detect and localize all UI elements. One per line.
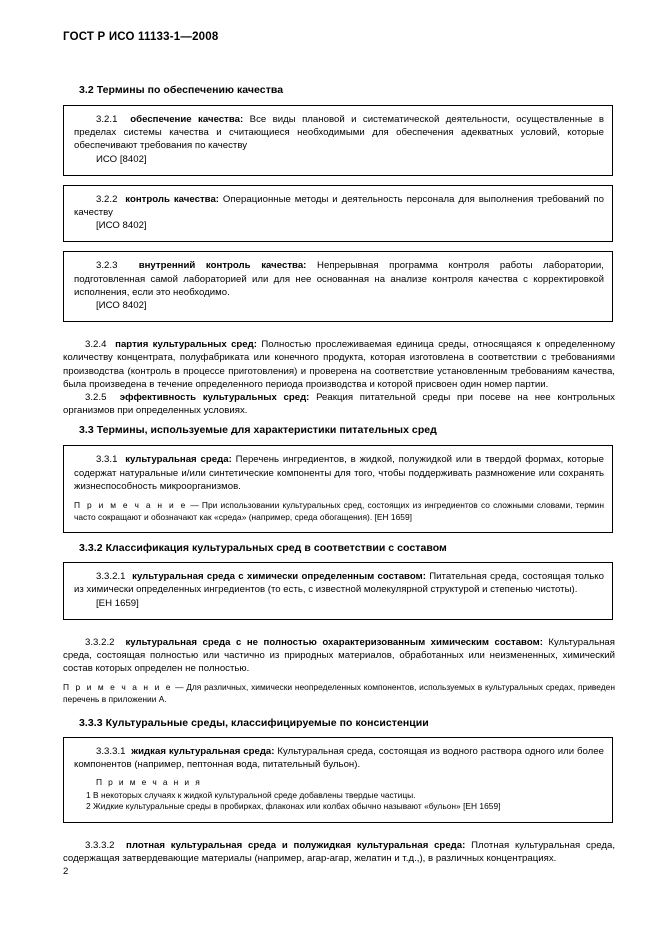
definition-3-3-3-1 <box>74 745 604 771</box>
definition-3-2-5 <box>63 391 615 417</box>
term-3-3-1: культуральная среда: <box>125 454 232 466</box>
definition-3-2-2 <box>74 193 604 219</box>
body-3-3-1: Перечень ингредиентов, в жидкой, полужидкой или в твердой формах, которые содержат натуральные и/или синтетические компоненты для того, чтобы поддерживать размножение или сохранять жизнеспособность микроорганизмов. <box>74 454 604 492</box>
clause-number-3-3-2-1: 3.3.2.1 <box>96 571 126 583</box>
definition-3-2-4 <box>63 338 615 391</box>
page-content <box>63 84 615 865</box>
note-item-2: 2 Жидкие культуральные среды в пробирках, флаконах или колбах обычно называют «бульон» [ЕН 1659] <box>86 801 501 812</box>
body-3-3-2-1: Питательная среда, состоящая только из химически определенных ингредиентов (то есть, с известной молекулярной структурой и степенью чистоты). <box>74 571 604 596</box>
clause-number-3-3-3-2: 3.3.3.2 <box>85 839 115 851</box>
spacer <box>63 417 615 424</box>
term-3-2-5: эффективность культуральных сред: <box>119 392 310 404</box>
body-3-2-2: Операционные методы и деятельность персонала для выполнения требований по качеству <box>74 193 604 219</box>
heading-3-3: 3.3 Термины, используемые для характеристики питательных сред <box>79 424 437 437</box>
spacer <box>63 832 615 839</box>
clause-number-3-2-4: 3.2.4 <box>85 339 107 351</box>
term-3-3-3-2: плотная культуральная среда и полужидкая культуральная среда: <box>126 839 466 851</box>
reference-3-2-3: [ИСО 8402] <box>96 300 147 312</box>
body-3-3-2-2: Культуральная среда, состоящая полностью или частично из природных материалов, обработанных или неизмененных, химический состав которых определен не полностью. <box>63 636 615 675</box>
term-3-3-3-1: жидкая культуральная среда: <box>131 745 275 757</box>
definition-3-2-3 <box>74 259 604 299</box>
page-header: ГОСТ Р ИСО 11133-1—2008 <box>63 31 219 43</box>
body-3-3-3-2: Плотная культуральная среда, содержащая затвердевающие материалы (например, агар-агар, желатин и т.д.,), в различных концентрациях. <box>63 839 616 865</box>
clause-number-3-2-5: 3.2.5 <box>85 392 107 404</box>
note-text: — Для различных, химически неопределенных компонентов, используемых в культуральных средах, приведен перечень в приложении А. <box>63 682 616 705</box>
term-3-2-1: обеспечение качества: <box>130 114 244 125</box>
note-text: — При использовании культуральных сред, состоящих из ингредиентов со сложными словами, термин часто сокращают и обозначают как «среда» (например, среда обогащения). [ЕН 1659] <box>74 500 604 522</box>
term-3-2-4: партия культуральных сред: <box>115 339 257 351</box>
spacer <box>63 706 615 717</box>
clause-number-3-2-1: 3.2.1 <box>96 114 118 125</box>
note-label: П р и м е ч а н и е <box>74 500 188 511</box>
reference-3-2-1: ИСО [8402] <box>96 153 147 165</box>
note-label: П р и м е ч а н и е <box>63 682 173 693</box>
term-3-3-2-2: культуральная среда с не полностью охарактеризованным химическим составом: <box>125 636 543 648</box>
body-3-2-4: Полностью прослеживаемая единица среды, относящаяся к определенному количеству концентрата, полуфабриката или конечного продукта, которая изготовлена в соответствии с требованиями производства (контроль в процессе приготовления) и проверена на соответствие установленным требованиям качества, была произведена в течение определенного периода производства и которой присвоен один номер партии. <box>63 339 616 390</box>
definition-box-3-3-2-1 <box>63 562 613 620</box>
clause-number-3-2-3: 3.2.3 <box>96 260 118 272</box>
definition-box-3-2-3 <box>63 251 613 322</box>
spacer <box>63 331 615 338</box>
heading-3-2: 3.2 Термины по обеспечению качества <box>79 84 284 96</box>
definition-box-3-2-2 <box>63 185 613 243</box>
heading-3-3-2: 3.3.2 Классификация культуральных сред в соответствии с составом <box>79 542 447 555</box>
definition-box-3-3-3-1 <box>63 737 613 823</box>
definition-3-3-1 <box>74 453 604 493</box>
notes-label-3-3-3-1: П р и м е ч а н и я <box>96 777 202 788</box>
term-3-2-2: контроль качества: <box>125 193 220 205</box>
definition-3-3-3-2 <box>63 839 615 865</box>
body-3-2-5: Реакция питательной среды при посеве на нее контрольных организмов при определенных условиях. <box>63 392 615 417</box>
definition-box-3-3-1 <box>63 445 613 533</box>
clause-number-3-2-2: 3.2.2 <box>96 193 118 205</box>
note-3-3-2-2 <box>63 682 615 705</box>
body-3-2-1: Все виды плановой и систематической деятельности, осуществленные в пределах системы качества и считающиеся необходимыми для обеспечения адекватных условий, которые обеспечивают требования по качеству <box>74 114 604 152</box>
clause-number-3-3-2-2: 3.3.2.2 <box>85 636 115 648</box>
definition-3-3-2-1 <box>74 570 604 596</box>
page-number: 2 <box>63 866 69 877</box>
body-3-3-3-1: Культуральная среда, состоящая из водного раствора одного или более компонентов (например, пептонная вода, питательный бульон). <box>74 745 604 770</box>
clause-number-3-3-3-1: 3.3.3.1 <box>96 745 126 757</box>
definition-3-2-1 <box>74 113 604 153</box>
note-3-3-1 <box>74 500 604 523</box>
reference-3-2-2: [ИСО 8402] <box>96 220 147 232</box>
term-3-3-2-1: культуральная среда с химически определенным составом: <box>132 571 426 583</box>
note-item-1: 1 В некоторых случаях к жидкой культуральной среде добавлены твердые частицы. <box>86 789 416 800</box>
term-3-2-3: внутренний контроль качества: <box>138 260 307 272</box>
definition-box-3-2-1 <box>63 105 613 176</box>
body-3-2-3: Непрерывная программа контроля работы лаборатории, подготовленная самой лабораторией или для нее основанная на анализе контроля качества с корректировкой исполнения, если это необходимо. <box>74 260 604 298</box>
definition-3-3-2-2 <box>63 636 615 676</box>
clause-number-3-3-1: 3.3.1 <box>96 454 118 466</box>
heading-3-3-3: 3.3.3 Культуральные среды, классифицируемые по консистенции <box>79 716 429 729</box>
spacer <box>63 629 615 636</box>
reference-3-3-2-1: [ЕН 1659] <box>96 597 139 609</box>
